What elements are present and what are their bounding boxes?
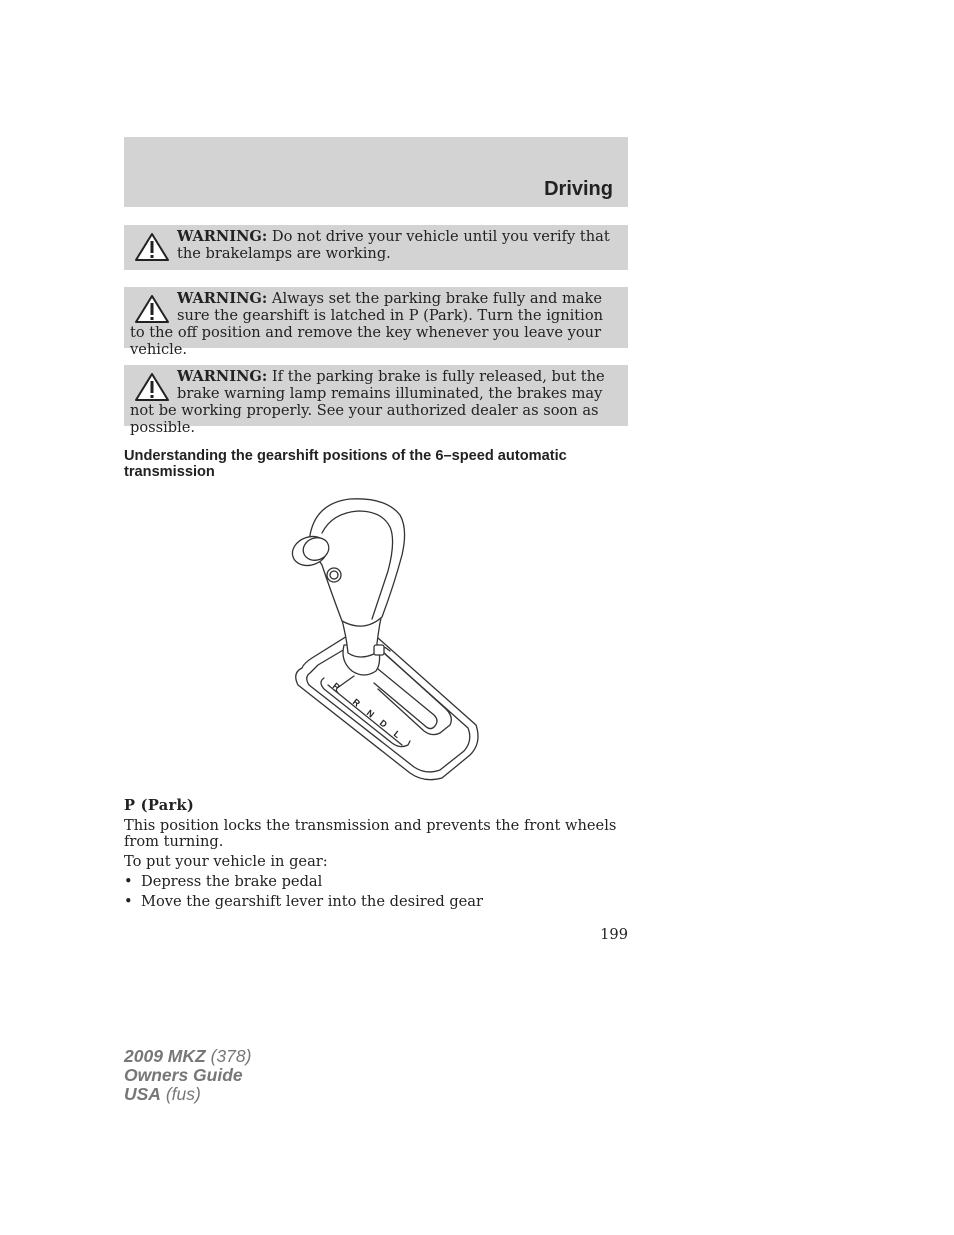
warning-box-1	[124, 225, 628, 270]
park-heading: P (Park)	[124, 797, 195, 814]
bullet-icon: •	[124, 893, 133, 910]
gearshift-illustration	[282, 493, 488, 789]
gear-letter-n: N	[364, 707, 377, 720]
park-intro: To put your vehicle in gear:	[124, 853, 328, 870]
bullet-icon: •	[124, 873, 133, 890]
gear-letter-r: R	[350, 696, 363, 709]
warning-text: Always set the parking brake fully and make sure the gearshift is latched in P (Park). Turn the ignition to the off position and remove the key whenever you leave your vehicle.	[130, 290, 604, 358]
gear-letter-d: D	[377, 717, 390, 730]
warning-box-2	[124, 287, 628, 358]
page-number: 199	[600, 926, 628, 943]
list-item: • Move the gearshift lever into the desired gear	[124, 893, 483, 910]
warning-text: If the parking brake is fully released, but the brake warning lamp remains illuminated, the brakes may not be working properly. See your authorized dealer as soon as possible.	[130, 368, 605, 436]
warning-label: WARNING:	[177, 368, 268, 385]
section-heading: Understanding the gearshift positions of the 6–speed automatic transmission	[124, 448, 567, 480]
warning-triangle-icon	[134, 294, 170, 324]
warning-triangle-icon	[134, 372, 170, 402]
warning-triangle-icon	[134, 232, 170, 262]
section-title: Driving	[544, 178, 613, 200]
warning-label: WARNING:	[177, 290, 268, 307]
footer-document-id: 2009 MKZ (378) Owners Guide USA (fus)	[124, 1046, 252, 1104]
gear-letter-l: L	[391, 728, 403, 740]
gear-letter-p: P	[330, 680, 342, 693]
warning-label: WARNING:	[177, 228, 268, 245]
warning-box-3	[124, 365, 628, 436]
park-description: This position locks the transmission and prevents the front wheels from turning.	[124, 817, 617, 850]
warning-text: Do not drive your vehicle until you verify that the brakelamps are working.	[177, 228, 610, 262]
list-item: • Depress the brake pedal	[124, 873, 323, 890]
section-header-bar	[124, 137, 628, 207]
